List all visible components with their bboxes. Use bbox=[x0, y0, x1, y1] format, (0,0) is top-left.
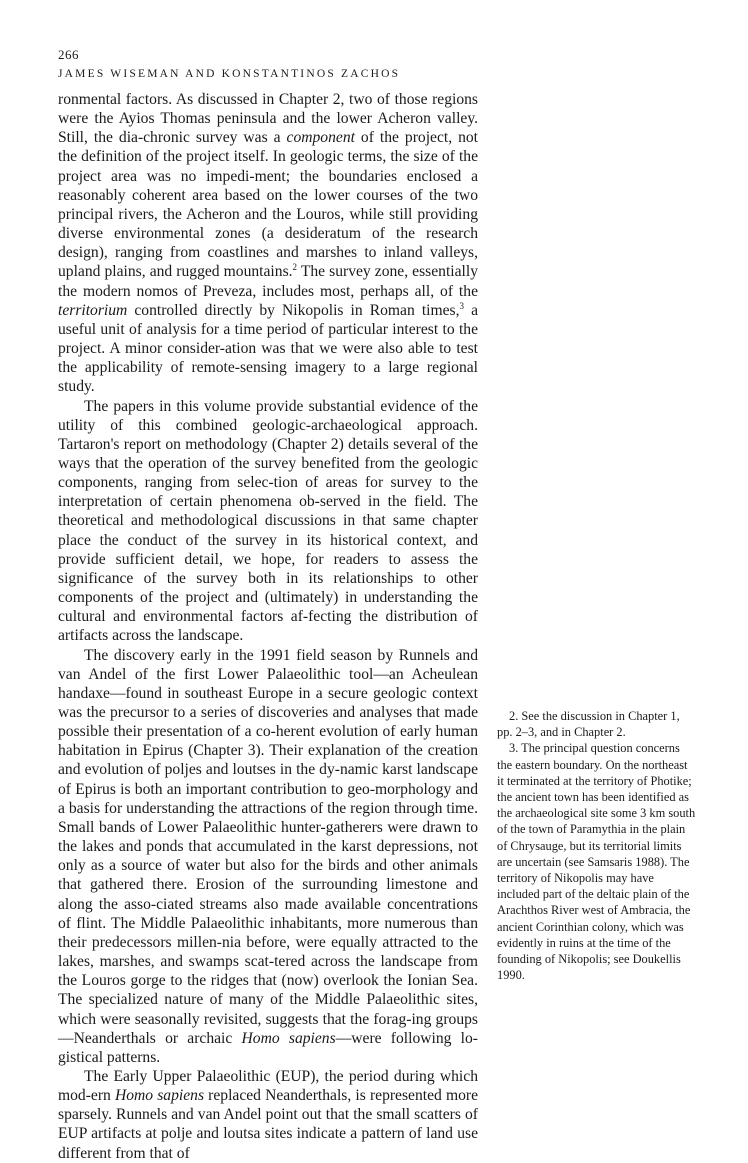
text-run: replaced Neanderthals, is represented more sparsely. Runnels and van Andel point out that the small scatters of EUP artifacts at polje and loutsa sites indicate a pattern of land use different from that of bbox=[58, 1087, 478, 1162]
text-run: controlled directly by Nikopolis in Roman times, bbox=[127, 301, 460, 319]
paragraph-methodology bbox=[58, 397, 478, 646]
text-run: The discovery early in the 1991 field season by Runnels and van Andel of the first Lower Palaeolithic tool—an Acheulean handaxe—found in southeast Europe in a secure geologic context was the precursor to a series of discoveries and analyses that made possible their presentation of a co-herent evolution of early human habitation in Epirus (Chapter 3). Their explanation of the creation and evolution of poljes and loutses in the dy-namic karst landscape of Epirus is both an important contribution to geo-morphology and a basis for understanding the attractions of the region through time. Small bands of Lower Palaeolithic hunter-gatherers were drawn to the lakes and ponds that accumulated in the karst depressions, not only as a source of water but also for the birds and other animals that gathered there. Erosion of the surrounding limestone and along the asso-ciated streams also made available concentrations of flint. The Middle Palaeolithic inhabitants, more numerous than their predecessors millen-nia before, were equally attracted to the lakes, marshes, and swamps scat-tered across the landscape from the Louros gorge to the ridges that (now) overlook the Ionian Sea. The specialized nature of many of the Middle Palaeolithic sites, which were seasonally revisited, suggests that the forag-ing groups—Neanderthals or archaic bbox=[58, 646, 478, 1047]
running-title: JAMES WISEMAN AND KONSTANTINOS ZACHOS bbox=[58, 68, 401, 80]
footnotes-column bbox=[497, 708, 697, 983]
italic-term: Homo sapiens bbox=[114, 1087, 205, 1105]
paragraph-continued bbox=[58, 90, 478, 397]
footnote-3: 3. The principal question concerns the eastern boundary. On the northeast it terminated at the territory of Photike; the ancient town has been identified as the archaeological site some 3 km south of the town of Paramythia in the plain of Chrysauge, but its territorial limits are uncertain (see Samsaris 1988). The territory of Nikopolis may have included part of the deltaic plain of the Arachthos River west of Ambracia, the ancient Corinthian colony, which was evidently in ruins at the time of the founding of Nikopolis; see Doukellis 1990. bbox=[497, 741, 696, 983]
page-number: 266 bbox=[58, 47, 79, 62]
text-run: The papers in this volume provide substantial evidence of the utility of this combined geologic-archaeological approach. Tartaron's report on methodology (Chapter 2) details several of the ways that the operation of the survey benefited from the geologic components, ranging from selec-tion of areas for survey to the interpretation of certain phenomena ob-served in the field. The theoretical and methodological discussions in that same chapter place the conduct of the survey in its historical context, and provide sufficient detail, we hope, for readers to assess the significance of the survey both in its relationships to other components of the project and (ultimately) in understanding the cultural and environmental factors af-fecting the distribution of artifacts across the landscape. bbox=[58, 397, 478, 645]
text-run: ronmental factors. As discussed in Chapter 2, two of those regions were the Ayios Thomas peninsula and the lower Acheron valley. Still, the dia-chronic survey was a bbox=[58, 91, 478, 147]
footnote-ref: 2 bbox=[292, 262, 298, 273]
paragraph-palaeolithic-discovery bbox=[58, 646, 478, 1067]
italic-term: component bbox=[286, 129, 355, 147]
text-run: —were following lo-gistical patterns. bbox=[58, 1029, 478, 1066]
italic-term: territorium bbox=[58, 301, 128, 319]
text-run: The Early Upper Palaeolithic (EUP), the period during which mod-ern bbox=[58, 1067, 478, 1105]
italic-term: Homo sapiens bbox=[241, 1029, 336, 1047]
footnote-ref: 3 bbox=[459, 300, 465, 311]
running-head bbox=[58, 46, 478, 83]
text-run: a useful unit of analysis for a time period of particular interest to the project. A minor consider-ation was that we were also able to test the applicability of remote-sensing imagery to a large regional study. bbox=[58, 301, 478, 396]
footnote-2: 2. See the discussion in Chapter 1, pp. 2–3, and in Chapter 2. bbox=[497, 709, 680, 740]
main-text-column bbox=[58, 90, 478, 1163]
text-run: The survey zone, essentially the modern nomos of Preveza, includes most, perhaps all, of the bbox=[58, 263, 478, 300]
paragraph-early-upper-palaeolithic bbox=[58, 1067, 478, 1163]
text-run: of the project, not the definition of the project itself. In geologic terms, the size of the project area was no impedi-ment; the boundaries enclosed a reasonably coherent area based on the lower courses of the two principal rivers, the Acheron and the Louros, while still providing diverse environmental zones (a desideratum of the research design), ranging from coastlines and marshes to inland valleys, upland plains, and rugged mountains. bbox=[58, 129, 478, 281]
